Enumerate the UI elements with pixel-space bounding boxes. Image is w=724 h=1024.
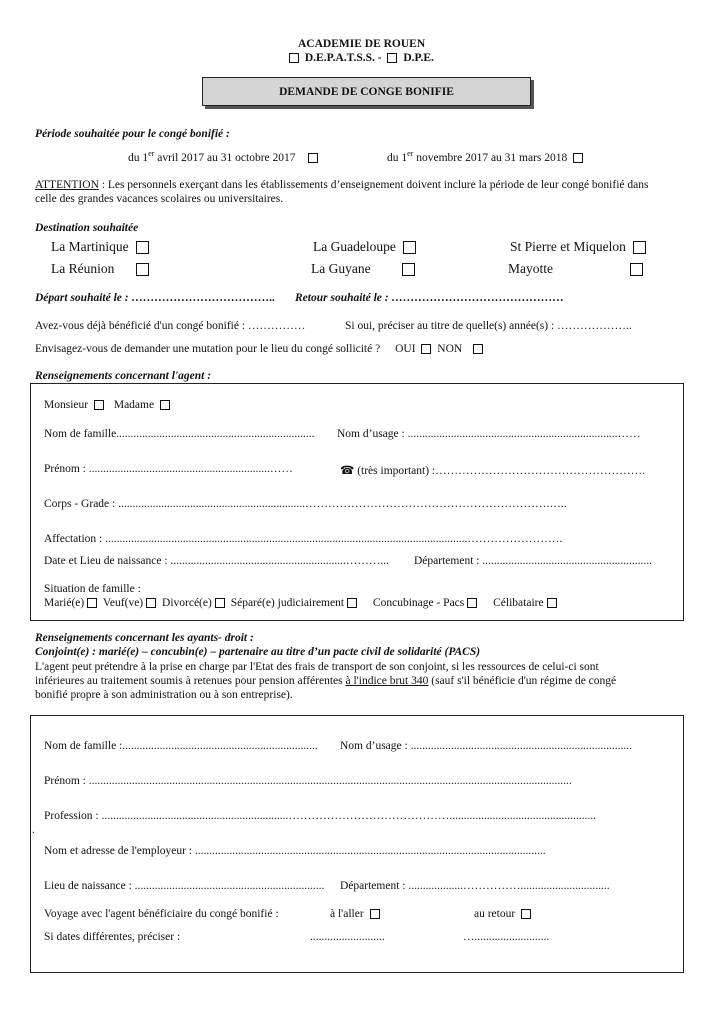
dates-differentes-label: Si dates différentes, préciser : bbox=[44, 931, 181, 943]
period-2-text: novembre 2017 au 31 mars 2018 bbox=[413, 151, 568, 164]
ayants-para-1: L'agent peut prétendre à la prise en charge par l'Etat des frais de transport de son conjoint, si les ressources de celui-ci sont bbox=[35, 661, 599, 673]
voyage-question: Voyage avec l'agent bénéficiaire du congé bonifié : bbox=[44, 908, 279, 920]
checkbox-period-2[interactable] bbox=[573, 153, 583, 163]
voyage-aller bbox=[330, 908, 383, 920]
agent-heading: Renseignements concernant l'agent : bbox=[35, 370, 212, 382]
civility bbox=[44, 399, 173, 411]
date-retour-field[interactable]: ….......................... bbox=[463, 931, 550, 943]
dest-guyane bbox=[311, 261, 415, 277]
period-label: Période souhaitée pour le congé bonifié : bbox=[35, 128, 230, 140]
agent-departement-field[interactable]: Département : ........................................................... bbox=[414, 555, 652, 567]
agent-prenom-field[interactable]: Prénom : ...............................................................…… bbox=[44, 463, 293, 475]
agent-nom-field[interactable]: Nom de famille..................................................................... bbox=[44, 428, 315, 440]
checkbox-monsieur[interactable] bbox=[94, 400, 104, 410]
agent-phone-field[interactable]: ☎ (très important) :………………………………………………. bbox=[340, 465, 645, 477]
period-option-1 bbox=[128, 149, 321, 164]
situation-label: Situation de famille : bbox=[44, 583, 141, 595]
checkbox-aller[interactable] bbox=[370, 909, 380, 919]
conjoint-nom-usage-field[interactable]: Nom d’usage : ............................................................................. bbox=[340, 740, 632, 752]
attention-line-1 bbox=[35, 179, 648, 191]
agent-nom-usage-field[interactable]: Nom d’usage : .........................................................................…… bbox=[337, 428, 641, 440]
period-2-pre: du 1 bbox=[387, 151, 408, 164]
attention-word: ATTENTION bbox=[35, 179, 99, 191]
situation-options bbox=[44, 597, 560, 609]
ayants-para-2a: inférieures au traitement soumis à retenues pour pension afférentes bbox=[35, 675, 346, 687]
ayants-para-3: bonifié propre à son administration ou à son entreprise). bbox=[35, 689, 293, 701]
ayants-heading: Renseignements concernant les ayants- droit : bbox=[35, 632, 254, 644]
checkbox-celibataire[interactable] bbox=[547, 598, 557, 608]
dest-guyane-label: La Guyane bbox=[311, 261, 371, 276]
period-1-pre: du 1 bbox=[128, 151, 149, 164]
agent-naissance-field[interactable]: Date et Lieu de naissance : .............................................................………... bbox=[44, 555, 389, 567]
dest-stpierre bbox=[510, 239, 646, 255]
checkbox-non[interactable] bbox=[473, 344, 483, 354]
conjoint-prenom-field[interactable]: Prénom : ........................................................................................................................................................................ bbox=[44, 775, 572, 787]
checkbox-depatss[interactable] bbox=[289, 53, 299, 63]
form-title: DEMANDE DE CONGE BONIFIE bbox=[279, 85, 454, 98]
checkbox-guadeloupe[interactable] bbox=[403, 241, 416, 254]
ayants-para-2b: (sauf s'il bénéficie d'un régime de congé bbox=[428, 675, 617, 687]
department-line bbox=[286, 52, 434, 64]
sf-veuf: Veuf(ve) bbox=[102, 597, 144, 609]
stray-dot: . bbox=[32, 824, 35, 836]
period-1-sup: er bbox=[148, 149, 155, 158]
checkbox-retour[interactable] bbox=[521, 909, 531, 919]
ayants-para-2 bbox=[35, 675, 616, 687]
question-mutation bbox=[35, 343, 486, 355]
checkbox-divorce[interactable] bbox=[215, 598, 225, 608]
aller-label: à l'aller bbox=[330, 908, 364, 920]
destination-label: Destination souhaitée bbox=[35, 222, 139, 234]
monsieur-label: Monsieur bbox=[44, 399, 89, 411]
conjoint-lieu-field[interactable]: Lieu de naissance : .................................................................. bbox=[44, 880, 325, 892]
attention-line-2: celle des grandes vacances scolaires ou universitaires. bbox=[35, 193, 284, 205]
checkbox-mayotte[interactable] bbox=[630, 263, 643, 276]
dest-guadeloupe-label: La Guadeloupe bbox=[313, 239, 396, 254]
checkbox-dpe[interactable] bbox=[387, 53, 397, 63]
checkbox-stpierre[interactable] bbox=[633, 241, 646, 254]
period-1-text: avril 2017 au 31 octobre 2017 bbox=[154, 151, 296, 164]
checkbox-madame[interactable] bbox=[160, 400, 170, 410]
dest-reunion bbox=[51, 261, 149, 277]
sf-celibataire: Célibataire bbox=[493, 597, 544, 609]
sf-marie: Marié(e) bbox=[44, 597, 85, 609]
question-previous-leave[interactable]: Avez-vous déjà bénéficié d'un congé bonifié : …………… bbox=[35, 320, 306, 332]
separator: - bbox=[377, 52, 382, 64]
checkbox-marie[interactable] bbox=[87, 598, 97, 608]
agent-corps-field[interactable]: Corps - Grade : .................................................................……………………………………………………….….. bbox=[44, 498, 567, 510]
question-previous-years[interactable]: Si oui, préciser au titre de quelle(s) année(s) : ……………….. bbox=[345, 320, 632, 332]
checkbox-concubinage[interactable] bbox=[467, 598, 477, 608]
dest-mayotte bbox=[508, 261, 643, 277]
form-title-box bbox=[202, 77, 531, 106]
madame-label: Madame bbox=[113, 399, 155, 411]
period-2-sup: er bbox=[407, 149, 414, 158]
ayants-subheading: Conjoint(e) : marié(e) – concubin(e) – partenaire au titre d’un pacte civil de solidarité (PACS) bbox=[35, 646, 481, 658]
sf-concubinage: Concubinage - Pacs bbox=[372, 597, 465, 609]
dest-martinique-label: La Martinique bbox=[51, 239, 129, 254]
depatss-label: D.E.P.A.T.S.S. bbox=[304, 52, 375, 64]
academy-title: ACADEMIE DE ROUEN bbox=[298, 38, 426, 50]
agent-affectation-field[interactable]: Affectation : ..............................................................................................................................……………………. bbox=[44, 533, 563, 545]
sf-divorce: Divorcé(e) bbox=[162, 597, 212, 609]
checkbox-reunion[interactable] bbox=[136, 263, 149, 276]
conjoint-departement-field[interactable]: Département : ...................……………............................... bbox=[340, 880, 610, 892]
conjoint-employeur-field[interactable]: Nom et adresse de l'employeur : .......................................................................................................................... bbox=[44, 845, 546, 857]
checkbox-martinique[interactable] bbox=[136, 241, 149, 254]
depart-field[interactable]: Départ souhaité le : ……………………………….. bbox=[35, 292, 276, 304]
sf-separe: Séparé(e) judiciairement bbox=[230, 597, 345, 609]
mutation-text: Envisagez-vous de demander une mutation pour le lieu du congé sollicité ? bbox=[35, 343, 381, 355]
dest-mayotte-label: Mayotte bbox=[508, 261, 553, 276]
dest-stpierre-label: St Pierre et Miquelon bbox=[510, 239, 626, 254]
period-option-2 bbox=[387, 149, 586, 164]
dest-martinique bbox=[51, 239, 149, 255]
checkbox-period-1[interactable] bbox=[308, 153, 318, 163]
checkbox-oui[interactable] bbox=[421, 344, 431, 354]
retour-field[interactable]: Retour souhaité le : ……………………………………… bbox=[295, 292, 564, 304]
dpe-label: D.P.E. bbox=[403, 52, 434, 64]
dest-guadeloupe bbox=[313, 239, 416, 255]
indice-brut: à l'indice brut 340 bbox=[345, 675, 429, 687]
checkbox-separe[interactable] bbox=[347, 598, 357, 608]
checkbox-guyane[interactable] bbox=[402, 263, 415, 276]
dest-reunion-label: La Réunion bbox=[51, 261, 115, 276]
non-label: NON bbox=[437, 343, 463, 355]
voyage-retour bbox=[474, 908, 534, 920]
oui-label: OUI bbox=[395, 343, 416, 355]
retour-label: au retour bbox=[474, 908, 516, 920]
conjoint-nom-field[interactable]: Nom de famille :.................................................................... bbox=[44, 740, 318, 752]
checkbox-veuf[interactable] bbox=[146, 598, 156, 608]
conjoint-profession-field[interactable]: Profession : .................................................................……………………………………................................................... bbox=[44, 810, 596, 822]
date-aller-field[interactable]: .......................... bbox=[310, 931, 385, 943]
attention-text-1: : Les personnels exerçant dans les établissements d’enseignement doivent inclure la période de leur congé bonifié dans bbox=[98, 179, 649, 191]
